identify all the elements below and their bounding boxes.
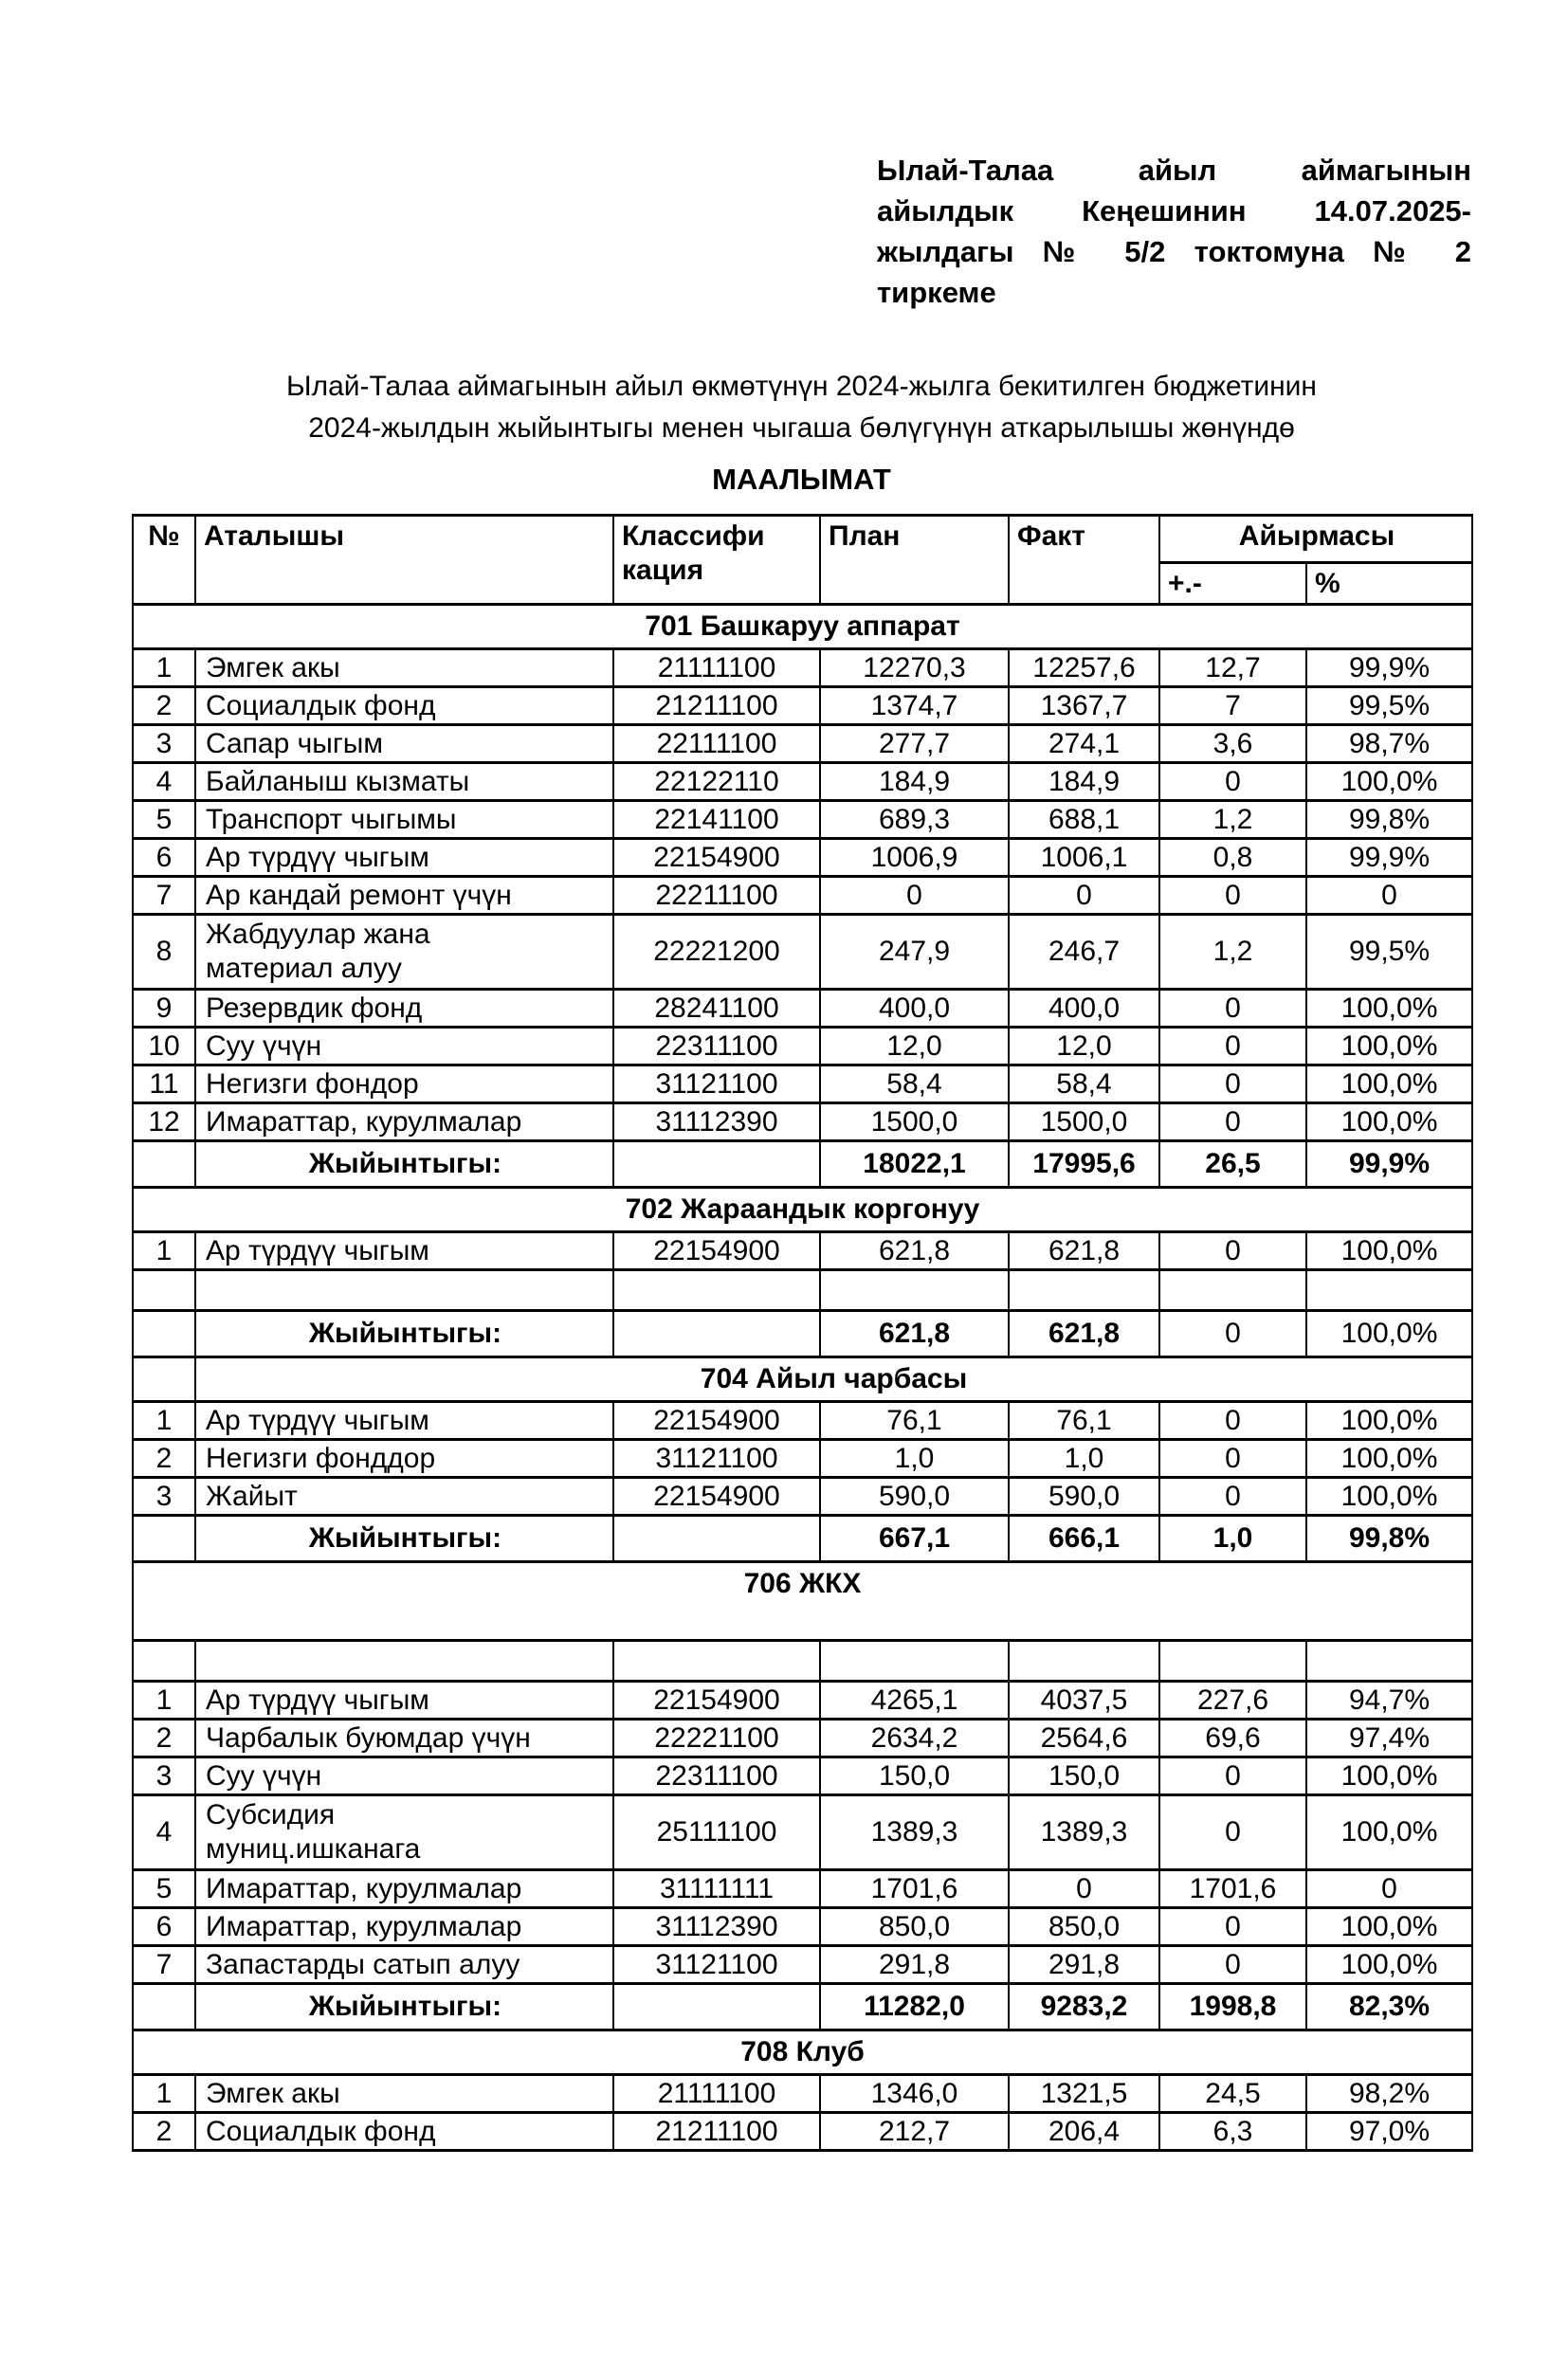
section-row (133, 1188, 1472, 1232)
corner-note (877, 150, 1471, 313)
cell-fact: 1389,3 (1009, 1795, 1159, 1870)
cell-pct: 100,0% (1306, 1908, 1472, 1946)
cell-diff: 0 (1159, 1028, 1306, 1065)
cell-code: 28241100 (613, 990, 820, 1028)
cell-diff: 1701,6 (1159, 1870, 1306, 1908)
cell-no: 3 (133, 1757, 195, 1795)
column-header-fact: Факт (1009, 516, 1159, 605)
data-row (133, 1682, 1472, 1720)
empty-row (133, 1270, 1472, 1311)
cell-pct: 99,5% (1306, 687, 1472, 725)
cell-name: Эмгек акы (195, 2075, 613, 2113)
cell-code: 31121100 (613, 1946, 820, 1984)
cell-plan: 1500,0 (820, 1103, 1009, 1141)
cell-pct: 100,0% (1306, 1311, 1472, 1357)
cell-fact: 246,7 (1009, 915, 1159, 990)
cell-no: 12 (133, 1103, 195, 1141)
section-title: 708 Клуб (133, 2030, 1472, 2075)
cell-code (613, 1641, 820, 1682)
budget-table (132, 514, 1473, 2152)
cell-diff: 0 (1159, 877, 1306, 915)
cell-fact: 12,0 (1009, 1028, 1159, 1065)
cell-plan: 212,7 (820, 2113, 1009, 2151)
cell-fact: 621,8 (1009, 1232, 1159, 1270)
cell-code: 22141100 (613, 801, 820, 839)
cell-pct: 100,0% (1306, 1232, 1472, 1270)
cell-no: 6 (133, 1908, 195, 1946)
data-row (133, 763, 1472, 801)
cell-pct: 98,7% (1306, 725, 1472, 763)
column-header-no: № (133, 516, 195, 605)
cell-fact: 17995,6 (1009, 1141, 1159, 1188)
cell-plan: 667,1 (820, 1516, 1009, 1562)
corner-note-line: Ылай-Талаа айыл аймагынын (877, 154, 1471, 187)
cell-no: 7 (133, 877, 195, 915)
cell-code: 21211100 (613, 2113, 820, 2151)
cell-pct: 100,0% (1306, 1795, 1472, 1870)
cell-fact: 621,8 (1009, 1311, 1159, 1357)
cell-fact: 274,1 (1009, 725, 1159, 763)
cell-pct: 100,0% (1306, 1478, 1472, 1516)
cell-code: 22221100 (613, 1720, 820, 1757)
cell-name: Ар кандай ремонт үчүн (195, 877, 613, 915)
cell-name: Ар түрдүү чыгым (195, 1682, 613, 1720)
cell-diff: 1,0 (1159, 1516, 1306, 1562)
cell-no: 2 (133, 2113, 195, 2151)
intro-line: Ылай-Талаа аймагынын айыл өкмөтүнүн 2024-жылга бекитилген бюджетинин (286, 371, 1317, 402)
cell-diff: 6,3 (1159, 2113, 1306, 2151)
corner-note-line: жылдагы № 5/2 токтомуна № 2 (877, 235, 1471, 268)
cell-name: Чарбалык буюмдар үчүн (195, 1720, 613, 1757)
cell-no: 4 (133, 763, 195, 801)
cell-code: 31112390 (613, 1103, 820, 1141)
cell-fact: 76,1 (1009, 1402, 1159, 1440)
cell-name: Имараттар, курулмалар (195, 1870, 613, 1908)
cell-name: Байланыш кызматы (195, 763, 613, 801)
cell-no (133, 1357, 195, 1402)
data-row (133, 725, 1472, 763)
cell-code: 21111100 (613, 2075, 820, 2113)
data-row (133, 649, 1472, 687)
cell-diff: 0 (1159, 1795, 1306, 1870)
cell-fact: 0 (1009, 877, 1159, 915)
cell-diff: 0 (1159, 1232, 1306, 1270)
cell-plan: 1,0 (820, 1440, 1009, 1478)
cell-plan: 400,0 (820, 990, 1009, 1028)
cell-no: 1 (133, 1232, 195, 1270)
cell-no (133, 1641, 195, 1682)
table-body (133, 605, 1472, 2151)
cell-diff: 24,5 (1159, 2075, 1306, 2113)
cell-name: Сапар чыгым (195, 725, 613, 763)
cell-code: 31112390 (613, 1908, 820, 1946)
cell-pct: 99,8% (1306, 801, 1472, 839)
cell-fact: 1321,5 (1009, 2075, 1159, 2113)
cell-name: Эмгек акы (195, 649, 613, 687)
cell-code: 22154900 (613, 1682, 820, 1720)
cell-no: 3 (133, 1478, 195, 1516)
cell-name: Жайыт (195, 1478, 613, 1516)
cell-plan: 150,0 (820, 1757, 1009, 1795)
column-header-diff-pct: % (1306, 563, 1472, 605)
cell-code: 22311100 (613, 1028, 820, 1065)
cell-fact (1009, 1641, 1159, 1682)
cell-pct: 100,0% (1306, 1440, 1472, 1478)
cell-plan (820, 1270, 1009, 1311)
cell-name: Негизги фондор (195, 1065, 613, 1103)
cell-plan: 12,0 (820, 1028, 1009, 1065)
cell-fact: 2564,6 (1009, 1720, 1159, 1757)
intro-paragraph (132, 366, 1471, 449)
data-row (133, 801, 1472, 839)
data-row (133, 1757, 1472, 1795)
column-header-name: Аталышы (195, 516, 613, 605)
cell-name: Суу үчүн (195, 1028, 613, 1065)
cell-diff: 69,6 (1159, 1720, 1306, 1757)
cell-no: 10 (133, 1028, 195, 1065)
cell-code: 22211100 (613, 877, 820, 915)
cell-diff: 227,6 (1159, 1682, 1306, 1720)
column-header-plan: План (820, 516, 1009, 605)
cell-no (133, 1311, 195, 1357)
cell-plan: 689,3 (820, 801, 1009, 839)
cell-code: 22154900 (613, 1232, 820, 1270)
data-row (133, 1440, 1472, 1478)
cell-pct: 82,3% (1306, 1984, 1472, 2030)
cell-no: 7 (133, 1946, 195, 1984)
cell-fact: 850,0 (1009, 1908, 1159, 1946)
cell-name: Ар түрдүү чыгым (195, 1402, 613, 1440)
cell-plan: 0 (820, 877, 1009, 915)
cell-name: Социалдык фонд (195, 687, 613, 725)
corner-note-line: тиркеме (877, 276, 996, 309)
cell-diff (1159, 1641, 1306, 1682)
cell-name: Жабдуулар жана материал алуу (195, 915, 613, 990)
cell-pct: 0 (1306, 877, 1472, 915)
cell-diff: 26,5 (1159, 1141, 1306, 1188)
cell-name: Субсидия муниц.ишканага (195, 1795, 613, 1870)
cell-fact: 206,4 (1009, 2113, 1159, 2151)
cell-code (613, 1270, 820, 1311)
data-row (133, 1478, 1472, 1516)
cell-diff: 1998,8 (1159, 1984, 1306, 2030)
cell-plan: 1006,9 (820, 839, 1009, 877)
cell-no: 2 (133, 1440, 195, 1478)
total-row (133, 1984, 1472, 2030)
cell-code: 31111111 (613, 1870, 820, 1908)
cell-fact: 9283,2 (1009, 1984, 1159, 2030)
total-label: Жыйынтыгы: (195, 1984, 613, 2030)
cell-fact: 150,0 (1009, 1757, 1159, 1795)
cell-pct: 100,0% (1306, 1103, 1472, 1141)
cell-pct: 100,0% (1306, 1946, 1472, 1984)
cell-pct: 100,0% (1306, 990, 1472, 1028)
cell-plan: 2634,2 (820, 1720, 1009, 1757)
column-header-classification-line2: кация (622, 555, 704, 586)
data-row (133, 687, 1472, 725)
cell-pct: 100,0% (1306, 1028, 1472, 1065)
cell-code: 25111100 (613, 1795, 820, 1870)
column-header-diff-abs: +.- (1159, 563, 1306, 605)
cell-plan: 1346,0 (820, 2075, 1009, 2113)
cell-name: Имараттар, курулмалар (195, 1908, 613, 1946)
cell-no: 1 (133, 1682, 195, 1720)
cell-diff: 0 (1159, 763, 1306, 801)
cell-no: 1 (133, 649, 195, 687)
cell-diff: 0 (1159, 990, 1306, 1028)
cell-fact: 666,1 (1009, 1516, 1159, 1562)
column-header-classification-line1: Классифи (622, 520, 765, 552)
cell-fact: 590,0 (1009, 1478, 1159, 1516)
cell-code: 22154900 (613, 1402, 820, 1440)
cell-pct: 99,8% (1306, 1516, 1472, 1562)
cell-code: 22122110 (613, 763, 820, 801)
cell-diff: 0 (1159, 1946, 1306, 1984)
cell-plan: 76,1 (820, 1402, 1009, 1440)
cell-fact: 400,0 (1009, 990, 1159, 1028)
cell-fact: 291,8 (1009, 1946, 1159, 1984)
cell-diff: 0 (1159, 1757, 1306, 1795)
cell-diff: 0,8 (1159, 839, 1306, 877)
empty-row (133, 1641, 1472, 1682)
cell-fact: 184,9 (1009, 763, 1159, 801)
section-row (133, 1562, 1472, 1641)
total-label: Жыйынтыгы: (195, 1141, 613, 1188)
cell-name: Имараттар, курулмалар (195, 1103, 613, 1141)
cell-pct (1306, 1270, 1472, 1311)
cell-name (195, 1641, 613, 1682)
data-row (133, 1103, 1472, 1141)
cell-code: 22154900 (613, 839, 820, 877)
cell-no: 9 (133, 990, 195, 1028)
cell-plan: 590,0 (820, 1478, 1009, 1516)
cell-diff: 0 (1159, 1065, 1306, 1103)
cell-no (133, 1141, 195, 1188)
cell-plan: 850,0 (820, 1908, 1009, 1946)
cell-plan: 12270,3 (820, 649, 1009, 687)
cell-plan: 1374,7 (820, 687, 1009, 725)
cell-fact: 58,4 (1009, 1065, 1159, 1103)
cell-fact (1009, 1270, 1159, 1311)
cell-name: Резервдик фонд (195, 990, 613, 1028)
cell-diff: 12,7 (1159, 649, 1306, 687)
cell-code: 21111100 (613, 649, 820, 687)
data-row (133, 990, 1472, 1028)
cell-diff: 0 (1159, 1402, 1306, 1440)
cell-code (613, 1984, 820, 2030)
cell-diff: 3,6 (1159, 725, 1306, 763)
data-row (133, 877, 1472, 915)
cell-name: Запастарды сатып алуу (195, 1946, 613, 1984)
section-title: 702 Жараандык коргонуу (133, 1188, 1472, 1232)
cell-pct: 99,9% (1306, 649, 1472, 687)
cell-plan: 621,8 (820, 1232, 1009, 1270)
cell-pct: 94,7% (1306, 1682, 1472, 1720)
cell-pct: 98,2% (1306, 2075, 1472, 2113)
cell-diff: 1,2 (1159, 915, 1306, 990)
cell-no: 3 (133, 725, 195, 763)
cell-plan: 18022,1 (820, 1141, 1009, 1188)
cell-pct: 100,0% (1306, 1402, 1472, 1440)
cell-name: Транспорт чыгымы (195, 801, 613, 839)
cell-pct: 100,0% (1306, 1757, 1472, 1795)
cell-plan: 58,4 (820, 1065, 1009, 1103)
cell-code: 31121100 (613, 1440, 820, 1478)
cell-no: 5 (133, 801, 195, 839)
cell-fact: 688,1 (1009, 801, 1159, 839)
cell-pct: 97,4% (1306, 1720, 1472, 1757)
cell-plan: 291,8 (820, 1946, 1009, 1984)
data-row (133, 1795, 1472, 1870)
intro-line: 2024-жылдын жыйынтыгы менен чыгаша бөлүгүнүн аткарылышы жөнүндө (308, 412, 1295, 444)
cell-no: 4 (133, 1795, 195, 1870)
cell-code (613, 1141, 820, 1188)
cell-code: 22311100 (613, 1757, 820, 1795)
data-row (133, 1028, 1472, 1065)
cell-pct: 99,5% (1306, 915, 1472, 990)
section-row (133, 1357, 1472, 1402)
cell-pct: 97,0% (1306, 2113, 1472, 2151)
data-row (133, 2113, 1472, 2151)
cell-no: 5 (133, 1870, 195, 1908)
cell-code (613, 1311, 820, 1357)
section-title: 704 Айыл чарбасы (195, 1357, 1472, 1402)
total-label: Жыйынтыгы: (195, 1516, 613, 1562)
section-row (133, 605, 1472, 649)
cell-plan: 4265,1 (820, 1682, 1009, 1720)
column-header-classification (613, 516, 820, 605)
cell-no: 11 (133, 1065, 195, 1103)
data-row (133, 915, 1472, 990)
cell-pct: 100,0% (1306, 763, 1472, 801)
corner-note-line: айылдык Кеңешинин 14.07.2025- (877, 194, 1471, 228)
cell-name (195, 1270, 613, 1311)
cell-fact: 0 (1009, 1870, 1159, 1908)
data-row (133, 1065, 1472, 1103)
cell-no: 2 (133, 687, 195, 725)
cell-plan: 1389,3 (820, 1795, 1009, 1870)
cell-no: 1 (133, 1402, 195, 1440)
cell-plan: 621,8 (820, 1311, 1009, 1357)
data-row (133, 1870, 1472, 1908)
cell-no: 8 (133, 915, 195, 990)
cell-no (133, 1516, 195, 1562)
cell-plan: 277,7 (820, 725, 1009, 763)
cell-diff: 0 (1159, 1440, 1306, 1478)
cell-code: 22154900 (613, 1478, 820, 1516)
cell-fact: 12257,6 (1009, 649, 1159, 687)
table-header (133, 516, 1472, 605)
cell-diff: 7 (1159, 687, 1306, 725)
cell-plan: 184,9 (820, 763, 1009, 801)
cell-pct: 99,9% (1306, 1141, 1472, 1188)
cell-pct: 0 (1306, 1870, 1472, 1908)
cell-no (133, 1270, 195, 1311)
data-row (133, 839, 1472, 877)
data-row (133, 1402, 1472, 1440)
cell-plan: 247,9 (820, 915, 1009, 990)
cell-diff: 0 (1159, 1908, 1306, 1946)
cell-name: Ар түрдүү чыгым (195, 839, 613, 877)
cell-code (613, 1516, 820, 1562)
document-page (0, 150, 1568, 2367)
cell-diff: 0 (1159, 1103, 1306, 1141)
total-row (133, 1311, 1472, 1357)
cell-fact: 1,0 (1009, 1440, 1159, 1478)
cell-diff: 1,2 (1159, 801, 1306, 839)
section-title: 701 Башкаруу аппарат (133, 605, 1472, 649)
total-row (133, 1516, 1472, 1562)
section-row (133, 2030, 1472, 2075)
cell-code: 21211100 (613, 687, 820, 725)
cell-diff (1159, 1270, 1306, 1311)
cell-no: 6 (133, 839, 195, 877)
cell-fact: 1367,7 (1009, 687, 1159, 725)
column-header-difference: Айырмасы (1159, 516, 1472, 563)
total-label: Жыйынтыгы: (195, 1311, 613, 1357)
total-row (133, 1141, 1472, 1188)
cell-no (133, 1984, 195, 2030)
cell-diff: 0 (1159, 1311, 1306, 1357)
cell-pct: 100,0% (1306, 1065, 1472, 1103)
cell-fact: 1500,0 (1009, 1103, 1159, 1141)
data-row (133, 1232, 1472, 1270)
cell-no: 1 (133, 2075, 195, 2113)
cell-name: Суу үчүн (195, 1757, 613, 1795)
cell-name: Социалдык фонд (195, 2113, 613, 2151)
data-row (133, 1720, 1472, 1757)
cell-no: 2 (133, 1720, 195, 1757)
section-title: 706 ЖКХ (133, 1562, 1472, 1641)
page-title: МААЛЫМАТ (712, 463, 891, 496)
cell-fact: 4037,5 (1009, 1682, 1159, 1720)
data-row (133, 1946, 1472, 1984)
cell-plan: 1701,6 (820, 1870, 1009, 1908)
cell-code: 31121100 (613, 1065, 820, 1103)
cell-pct (1306, 1641, 1472, 1682)
data-row (133, 2075, 1472, 2113)
cell-name: Ар түрдүү чыгым (195, 1232, 613, 1270)
cell-pct: 99,9% (1306, 839, 1472, 877)
data-row (133, 1908, 1472, 1946)
cell-code: 22111100 (613, 725, 820, 763)
cell-diff: 0 (1159, 1478, 1306, 1516)
cell-code: 22221200 (613, 915, 820, 990)
cell-name: Негизги фонддор (195, 1440, 613, 1478)
cell-plan (820, 1641, 1009, 1682)
cell-fact: 1006,1 (1009, 839, 1159, 877)
cell-plan: 11282,0 (820, 1984, 1009, 2030)
